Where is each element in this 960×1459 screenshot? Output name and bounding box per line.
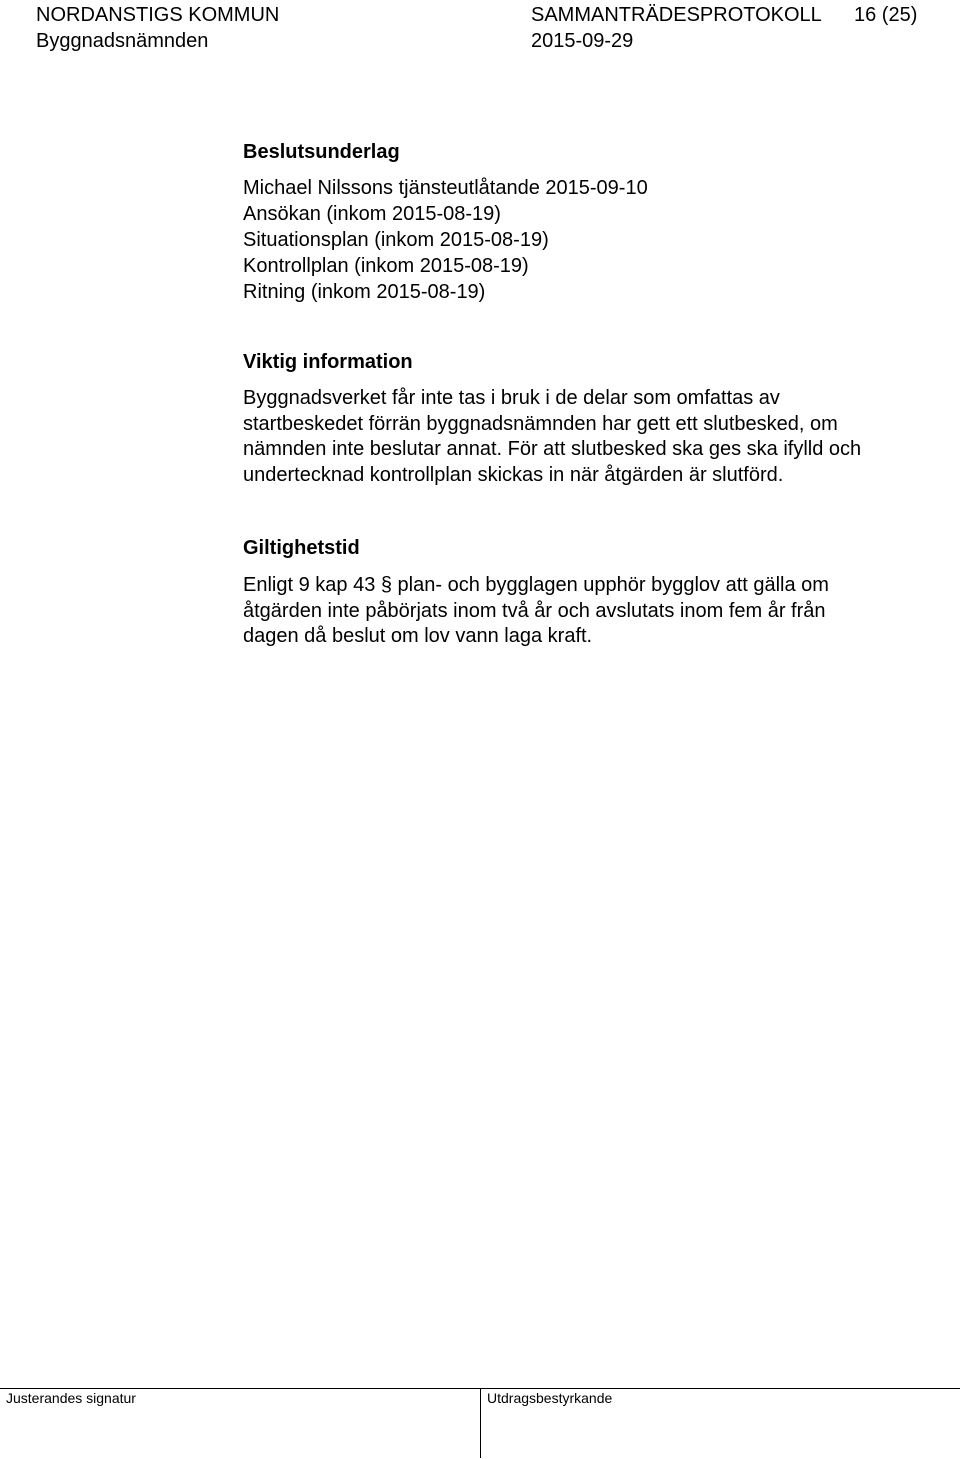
- list-item: Situationsplan (inkom 2015-08-19): [243, 229, 549, 251]
- protocol-type: SAMMANTRÄDESPROTOKOLL: [531, 4, 822, 26]
- committee-name: Byggnadsnämnden: [36, 30, 209, 52]
- giltighetstid-heading: Giltighetstid: [243, 537, 360, 559]
- list-item: Ritning (inkom 2015-08-19): [243, 281, 486, 303]
- list-item: Michael Nilssons tjänsteutlåtande 2015-09-10: [243, 177, 648, 199]
- paragraph-line: Byggnadsverket får inte tas i bruk i de delar som omfattas av: [243, 387, 780, 409]
- list-item: Ansökan (inkom 2015-08-19): [243, 203, 501, 225]
- viktig-information-heading: Viktig information: [243, 351, 413, 373]
- beslutsunderlag-heading: Beslutsunderlag: [243, 141, 400, 163]
- meeting-date: 2015-09-29: [531, 30, 634, 52]
- paragraph-line: startbeskedet förrän byggnadsnämnden har gett ett slutbesked, om: [243, 412, 838, 435]
- paragraph-line: Enligt 9 kap 43 § plan- och bygglagen upphör bygglov att gälla om: [243, 574, 829, 596]
- page-number: 16 (25): [854, 4, 918, 26]
- paragraph-line: dagen då beslut om lov vann laga kraft.: [243, 625, 593, 647]
- paragraph-line: nämnden inte beslutar annat. För att slutbesked ska ges ska ifylld och: [243, 438, 862, 460]
- footer-divider: [480, 1388, 481, 1458]
- list-item: Kontrollplan (inkom 2015-08-19): [243, 255, 529, 277]
- signature-label: Justerandes signatur: [6, 1390, 136, 1406]
- paragraph-line: åtgärden inte påbörjats inom två år och avslutats inom fem år från: [243, 599, 826, 622]
- viktig-information-text: [243, 386, 943, 488]
- beslutsunderlag-list: [243, 175, 648, 305]
- certification-label: Utdragsbestyrkande: [487, 1390, 613, 1406]
- giltighetstid-text: [243, 573, 943, 650]
- municipality-name: NORDANSTIGS KOMMUN: [36, 4, 280, 26]
- paragraph-line: undertecknad kontrollplan skickas in när åtgärden är slutförd.: [243, 463, 784, 486]
